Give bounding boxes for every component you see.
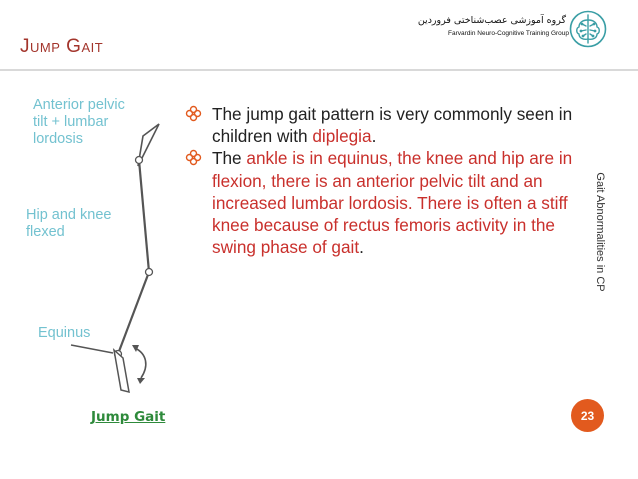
title-rest-1: ump (30, 36, 67, 57)
bullet-item (185, 103, 580, 147)
label-anterior-pelvic-line3: lordosis (33, 131, 83, 147)
title-letter-j: J (20, 36, 30, 57)
figure-caption: Jump Gait (91, 409, 166, 425)
label-hip-knee-line2: flexed (26, 224, 65, 240)
title-rest-2: ait (81, 36, 104, 57)
foot-shape (114, 350, 129, 392)
leg-diagram (33, 96, 173, 406)
brain-icon (569, 10, 607, 48)
arrow-head-top (132, 345, 139, 352)
shank-segment (118, 272, 149, 354)
logo-persian-name: گروه آموزشی عصب‌شناختی فروردین (417, 15, 566, 26)
equinus-pointer (71, 345, 113, 353)
thigh-segment (139, 160, 149, 272)
bullet-item (185, 147, 580, 258)
bullet-list (185, 103, 580, 258)
bullet-1-highlight: diplegia (312, 126, 372, 147)
bullet-2-end: . (359, 237, 364, 258)
diamond-bullet-icon (185, 149, 202, 166)
slide-title (20, 36, 103, 58)
page-number-badge: 23 (571, 399, 604, 432)
diamond-bullet-icon (185, 105, 202, 122)
bullet-1-end: . (371, 126, 377, 147)
rotation-arrow (135, 348, 146, 378)
hip-joint (136, 157, 143, 164)
knee-joint (146, 269, 153, 276)
bullet-1-text: The jump gait pattern is very commonly seen in children with (212, 104, 573, 147)
label-hip-knee-line1: Hip and knee (26, 207, 112, 223)
side-label (590, 72, 610, 400)
label-anterior-pelvic-line1: Anterior pelvic (33, 97, 125, 113)
jump-gait-figure (26, 96, 173, 434)
label-equinus: Equinus (38, 325, 91, 341)
logo-english-name: Farvardin Neuro-Cognitive Training Group (448, 30, 570, 37)
bullet-2-text: The (212, 148, 247, 169)
arrow-head-bottom (137, 378, 145, 384)
side-label-text: Gait Abnormalities in CP (594, 172, 606, 292)
title-letter-g: G (66, 36, 82, 57)
label-anterior-pelvic-line2: tilt + lumbar (33, 114, 109, 130)
title-divider (0, 69, 638, 71)
bullet-2-highlight: ankle is in equinus, the knee and hip are in flexion, there is an anterior pelvic tilt and an increased lumbar lordosis. There is often a stiff knee because of rectus femoris activity in the swing phase of gait (212, 148, 573, 258)
